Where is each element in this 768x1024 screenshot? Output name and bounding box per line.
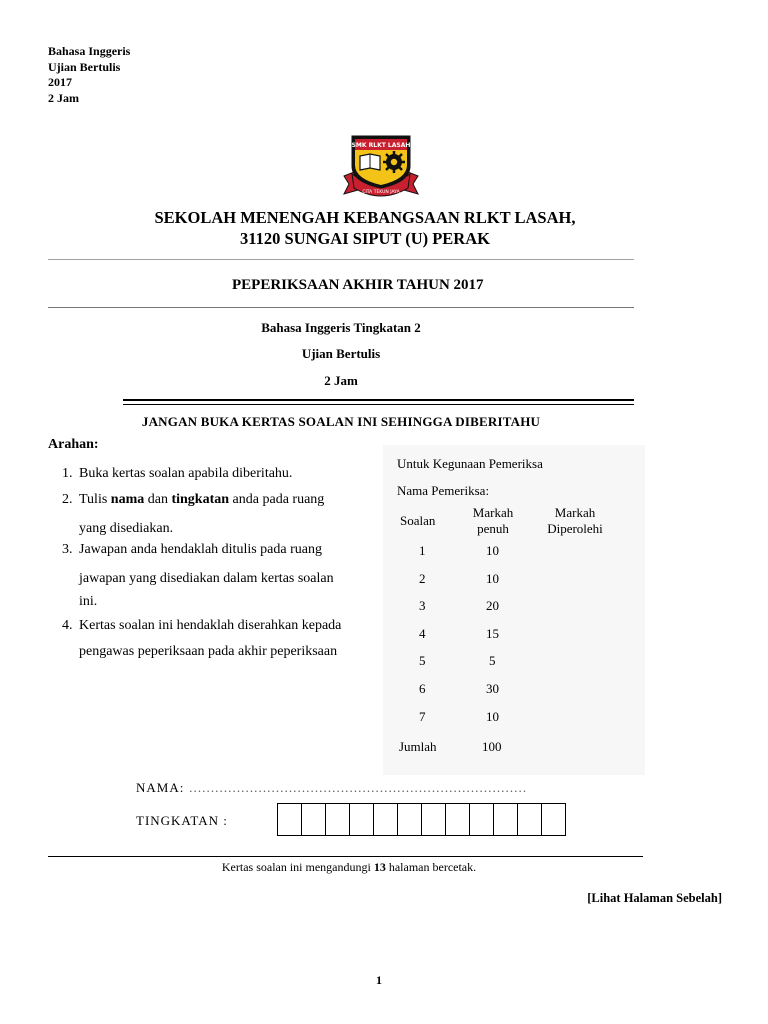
bold-tingkatan: tingkatan (171, 492, 230, 507)
tingkatan-box[interactable] (277, 803, 302, 836)
tingkatan-label: TINGKATAN : (136, 813, 228, 828)
school-name-line2: 31120 SUNGAI SIPUT (U) PERAK (240, 229, 490, 248)
instruction-text: Jawapan anda hendaklah ditulis pada ruang (79, 542, 322, 557)
examiner-name-label: Nama Pemeriksa: (397, 483, 490, 498)
instruction-text: pengawas peperiksaan pada akhir peperiksaan (79, 644, 338, 659)
subtitle-duration: 2 Jam (324, 373, 358, 388)
col-header-markah-diperolehi: Markah Diperolehi (547, 505, 603, 536)
table-row-q: 2 (419, 571, 426, 586)
tingkatan-box[interactable] (421, 803, 446, 836)
table-row-full: 10 (486, 709, 499, 724)
crest-motto: CITA TEKUN JAYA (362, 190, 400, 195)
bold-nama: nama (110, 492, 145, 507)
page-count: 13 (373, 860, 386, 874)
col-header-soalan: Soalan (400, 513, 436, 528)
header-duration: 2 Jam (48, 90, 79, 105)
table-row-q: 3 (419, 598, 426, 613)
school-crest-icon (338, 132, 424, 198)
crest-top-text: SMK RLKT LASAH (351, 142, 411, 149)
footer-note: Kertas soalan ini mengandungi 13 halaman bercetak. (221, 860, 477, 874)
total-label: Jumlah (399, 739, 437, 754)
tingkatan-box[interactable] (445, 803, 470, 836)
tingkatan-boxes (278, 803, 566, 836)
instruction-number: 1. (62, 466, 73, 481)
school-name-line1: SEKOLAH MENENGAH KEBANGSAAN RLKT LASAH, (154, 208, 576, 227)
double-divider (123, 399, 634, 405)
header-corner (48, 44, 130, 106)
table-row-full: 10 (486, 571, 499, 586)
warning-text: JANGAN BUKA KERTAS SOALAN INI SEHINGGA DIBERITAHU (141, 414, 541, 429)
tingkatan-box[interactable] (373, 803, 398, 836)
exam-title: PEPERIKSAAN AKHIR TAHUN 2017 (232, 277, 484, 293)
tingkatan-box[interactable] (469, 803, 494, 836)
nama-label: NAMA: (136, 780, 185, 795)
tingkatan-box[interactable] (541, 803, 566, 836)
instruction-number: 2. (62, 492, 73, 507)
total-value: 100 (482, 739, 502, 754)
subtitle-subject: Bahasa Inggeris Tingkatan 2 (261, 320, 421, 335)
examiner-title: Untuk Kegunaan Pemeriksa (397, 456, 543, 471)
tingkatan-box[interactable] (397, 803, 422, 836)
instruction-text: yang disediakan. (79, 521, 174, 536)
col-header-markah-penuh: Markah penuh (472, 505, 514, 536)
tingkatan-box[interactable] (517, 803, 542, 836)
instruction-number: 3. (62, 542, 73, 557)
instruction-text: Kertas soalan ini hendaklah diserahkan kepada (79, 618, 342, 633)
table-row-full: 15 (486, 626, 499, 641)
table-row-q: 4 (419, 626, 426, 641)
tingkatan-box[interactable] (325, 803, 350, 836)
tingkatan-box[interactable] (349, 803, 374, 836)
instruction-text: jawapan yang disediakan dalam kertas soalan (79, 571, 334, 586)
next-page-note: [Lihat Halaman Sebelah] (587, 891, 722, 905)
table-row-q: 6 (419, 681, 426, 696)
page-number: 1 (376, 973, 382, 987)
table-row-full: 20 (486, 598, 499, 613)
table-row-q: 7 (419, 709, 426, 724)
header-paper: Ujian Bertulis (48, 59, 121, 74)
table-row-full: 10 (486, 543, 499, 558)
nama-row (136, 780, 527, 796)
header-year: 2017 (48, 75, 72, 89)
table-row-q: 1 (419, 543, 426, 558)
divider (48, 307, 634, 308)
table-row-full: 30 (486, 681, 499, 696)
table-row-q: 5 (419, 653, 426, 668)
header-subject: Bahasa Inggeris (48, 44, 131, 58)
subtitle-paper: Ujian Bertulis (301, 346, 381, 361)
tingkatan-box[interactable] (493, 803, 518, 836)
instruction-text: ini. (79, 594, 98, 609)
instruction-text: Tulis nama dan tingkatan anda pada ruang (79, 492, 325, 507)
tingkatan-box[interactable] (301, 803, 326, 836)
footer-rule (48, 856, 643, 857)
nama-dots: …………………………………………………………………… (188, 780, 527, 795)
table-row-full: 5 (489, 653, 496, 668)
instruction-text: Buka kertas soalan apabila diberitahu. (79, 466, 293, 481)
divider (48, 259, 634, 260)
instruction-number: 4. (62, 618, 73, 633)
instructions-heading: Arahan: (48, 437, 99, 452)
